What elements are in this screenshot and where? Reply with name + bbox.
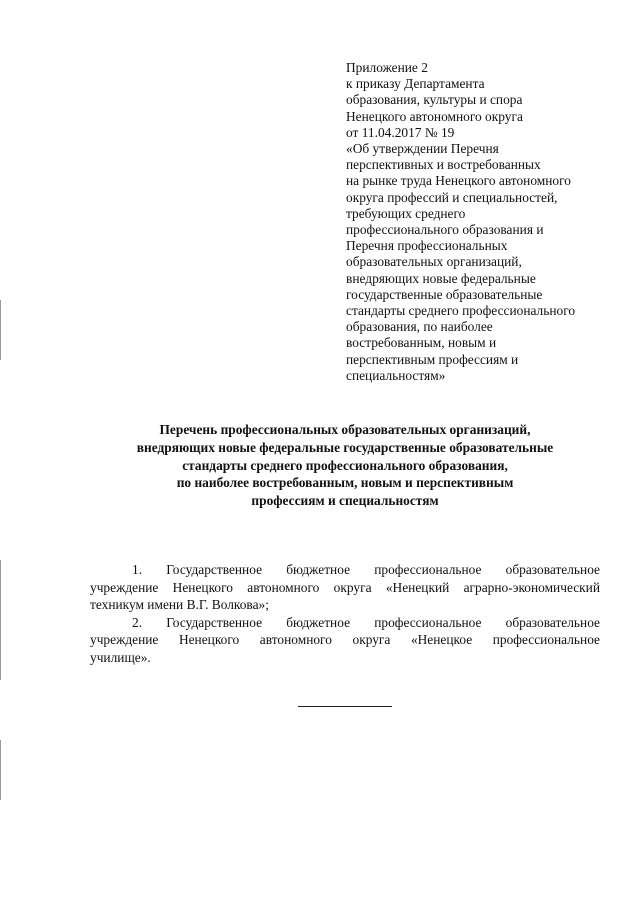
list-item-line: училище». (90, 649, 151, 665)
list-item (90, 561, 600, 614)
appendix-line: округа профессий и специальностей, (346, 189, 558, 205)
appendix-line: стандарты среднего профессионального (346, 303, 576, 319)
appendix-line: Ненецкого автономного округа (346, 108, 523, 124)
appendix-line: Приложение 2 (346, 60, 428, 75)
appendix-line: специальностям» (346, 367, 446, 383)
appendix-line: на рынке труда Ненецкого автономного (346, 173, 571, 189)
appendix-line: образовательных организаций, (346, 254, 522, 270)
list-item-line: 1. Государственное бюджетное профессиональное образовательное (132, 562, 600, 577)
appendix-line: востребованным, новым и (346, 335, 497, 351)
appendix-line: перспективных и востребованных (346, 157, 541, 173)
appendix-line: «Об утверждении Перечня (346, 141, 499, 157)
list-item-line: 2. Государственное бюджетное профессиональное образовательное (132, 614, 600, 630)
appendix-line: от 11.04.2017 № 19 (346, 124, 455, 140)
title-line: профессиям и специальностям (251, 493, 439, 509)
list-item-line: учреждение Ненецкого автономного округа «Ненецкое профессиональное (90, 632, 600, 648)
list-item (90, 614, 600, 667)
scan-edge-mark (0, 740, 1, 800)
appendix-line: к приказу Департамента (346, 76, 485, 92)
appendix-line: профессионального образования и (346, 222, 544, 238)
title-line: стандарты среднего профессионального образования, (182, 457, 508, 473)
appendix-line: государственные образовательные (346, 286, 543, 302)
appendix-line: Перечня профессиональных (346, 238, 508, 254)
appendix-line: перспективным профессиям и (346, 351, 519, 367)
list-item-line: учреждение Ненецкого автономного округа «Ненецкий аграрно-экономический (90, 579, 600, 595)
title-line: внедряющих новые федеральные государственные образовательные (136, 439, 554, 455)
appendix-line: внедряющих новые федеральные (346, 270, 536, 286)
end-divider (298, 706, 392, 707)
document-title (90, 421, 600, 510)
list-item-line: техникум имени В.Г. Волкова»; (90, 597, 269, 613)
appendix-header (346, 60, 636, 384)
appendix-line: образования, культуры и спора (346, 92, 523, 108)
title-line: по наиболее востребованным, новым и перспективным (176, 475, 514, 491)
appendix-line: образования, по наиболее (346, 319, 493, 335)
scan-edge-mark (0, 300, 1, 360)
appendix-line: требующих среднего (346, 205, 466, 221)
title-line: Перечень профессиональных образовательных организаций, (159, 422, 531, 437)
organization-list (90, 561, 600, 667)
scan-edge-mark (0, 560, 1, 680)
